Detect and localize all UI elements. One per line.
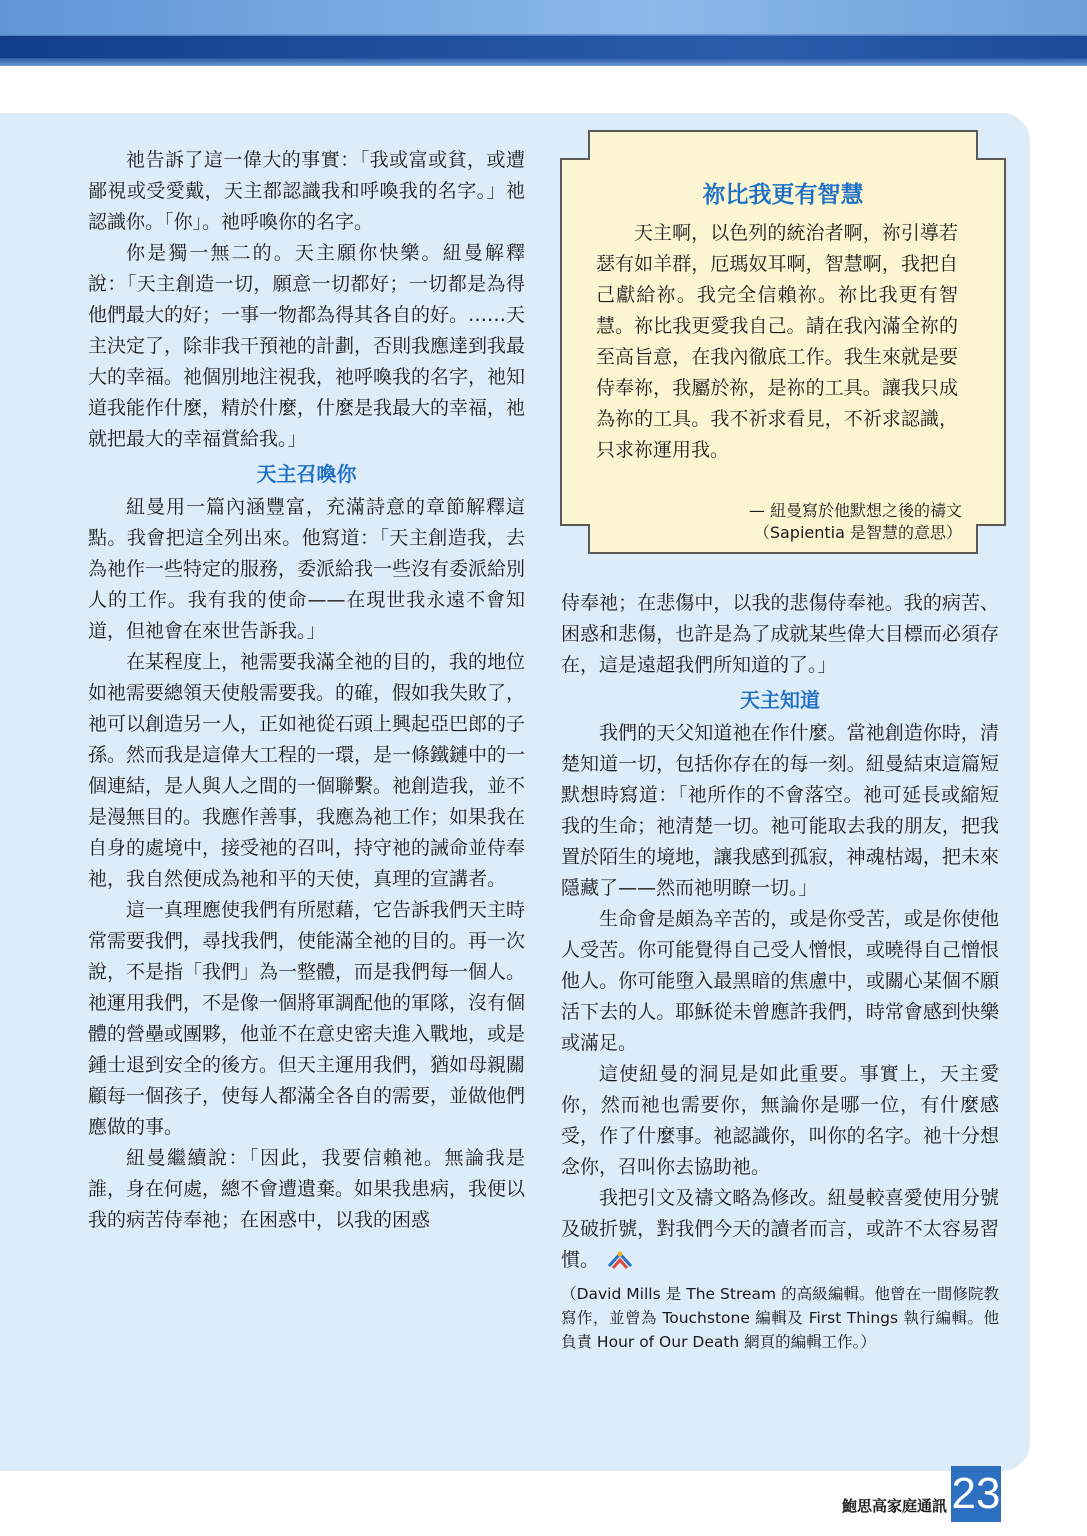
- header-band: [0, 0, 1087, 66]
- paragraph: [561, 1183, 999, 1276]
- prayer-text: 天主啊，以色列的統治者啊，祢引導若瑟有如羊群，厄瑪奴耳啊，智慧啊，我把自己獻給祢。我完全信賴祢。祢比我更有智慧。祢比我更愛我自己。請在我內滿全祢的至高旨意，在我內徹底工作。我生來就是要侍奉祢，我屬於祢，是祢的工具。讓我只成為祢的工具。我不祈求看見，不祈求認識，只求祢運用我。: [596, 222, 958, 461]
- attribution-line: （Sapientia 是智慧的意思）: [753, 523, 962, 542]
- paragraph: 這一真理應使我們有所慰藉，它告訴我們天主時常需要我們，尋找我們，使能滿全祂的目的。再一次說，不是指「我們」為一整體，而是我們每一個人。祂運用我們，不是像一個將軍調配他的軍隊，沒有個體的營壘或團夥，他並不在意史密夫進入戰地，或是鍾士退到安全的後方。但天主運用我們，猶如母親關顧每一個孩子，使每人都滿全各自的需要，並做他們應做的事。: [88, 899, 526, 1138]
- prayer-box: [560, 130, 1006, 554]
- paragraph: 在某程度上，祂需要我滿全祂的目的，我的地位如祂需要總領天使般需要我。的確，假如我失敗了，祂可以創造另一人，正如祂從石頭上興起亞巴郎的子孫。然而我是這偉大工程的一環，是一條鐵鏈中的一個連結，是人與人之間的一個聯繫。祂創造我，並不是漫無目的。我應作善事，我應為祂工作；如果我在自身的處境中，接受祂的召叫，持守祂的誡命並侍奉祂，我自然便成為祂和平的天使，真理的宣講者。: [88, 651, 526, 890]
- paragraph: 我們的天父知道祂在作什麼。當祂創造你時，清楚知道一切，包括你存在的每一刻。紐曼結束這篇短默想時寫道：「祂所作的不會落空。祂可延長或縮短我的生命；祂清楚一切。祂可能取去我的朋友，把我置於陌生的境地，讓我感到孤寂，神魂枯竭，把未來隱藏了——然而祂明瞭一切。」: [561, 722, 999, 899]
- publication-name: 鮑思高家庭通訊: [842, 1497, 948, 1515]
- paragraph: 祂告訴了這一偉大的事實：「我或富或貧，或遭鄙視或受愛戴，天主都認識我和呼喚我的名字。」祂認識你。「你」。祂呼喚你的名字。: [88, 149, 525, 233]
- page-number: 23: [951, 1466, 1001, 1522]
- header-stripe-light: [0, 0, 1087, 34]
- paragraph-text: 我把引文及禱文略為修改。紐曼較喜愛使用分號及破折號，對我們今天的讀者而言，或許不太容易習慣。: [561, 1187, 999, 1271]
- salesian-logo-icon: [607, 1250, 633, 1272]
- section-heading: 天主召喚你: [256, 462, 357, 486]
- paragraph: 紐曼用一篇內涵豐富，充滿詩意的章節解釋這點。我會把這全列出來。他寫道：「天主創造我，去為祂作一些特定的服務，委派給我一些沒有委派給別人的工作。我有我的使命——在現世我永遠不會知道，但祂會在來世告訴我。」: [88, 496, 526, 642]
- paragraph: 生命會是頗為辛苦的，或是你受苦，或是你使他人受苦。你可能覺得自己受人憎恨，或曉得自己憎恨他人。你可能墮入最黑暗的焦慮中，或關心某個不願活下去的人。耶穌從未曾應許我們，時常會感到快樂或滿足。: [561, 908, 999, 1054]
- prayer-title: 祢比我更有智慧: [702, 182, 864, 208]
- prayer-attribution: [749, 500, 962, 544]
- section-heading: 天主知道: [740, 688, 820, 712]
- paragraph: 侍奉祂；在悲傷中，以我的悲傷侍奉祂。我的病苦、困惑和悲傷，也許是為了成就某些偉大目標而必須存在，這是遠超我們所知道的了。」: [561, 592, 999, 676]
- box-corner: [976, 130, 1006, 160]
- paragraph: 你是獨一無二的。天主願你快樂。紐曼解釋說：「天主創造一切，願意一切都好；一切都是為得他們最大的好；一事一物都為得其各自的好。……天主決定了，除非我干預祂的計劃，否則我應達到我最大的幸福。祂個別地注視我，祂呼喚我的名字，祂知道我能作什麼，精於什麼，什麼是我最大的幸福，祂就把最大的幸福賞給我。」: [88, 242, 526, 450]
- box-corner: [560, 524, 590, 554]
- left-column: [88, 145, 525, 1236]
- author-bio: （David Mills 是 The Stream 的高級編輯。他曾在一間修院教寫作，並曾為 Touchstone 編輯及 First Things 執行編輯。他負責 Hour of Our Death 網頁的編輯工作。）: [561, 1285, 999, 1351]
- paragraph: 這使紐曼的洞見是如此重要。事實上，天主愛你，然而祂也需要你，無論你是哪一位，有什麼感受，作了什麼事。祂認識你，叫你的名字。祂十分想念你，召叫你去協助祂。: [561, 1063, 999, 1178]
- paragraph: 紐曼繼續說：「因此，我要信賴祂。無論我是誰，身在何處，總不會遭遺棄。如果我患病，我便以我的病苦侍奉祂；在困惑中，以我的困惑: [88, 1147, 526, 1231]
- attribution-line: — 紐曼寫於他默想之後的禱文: [748, 501, 962, 520]
- header-stripe-dark: [0, 36, 1087, 58]
- right-column: [561, 588, 999, 1354]
